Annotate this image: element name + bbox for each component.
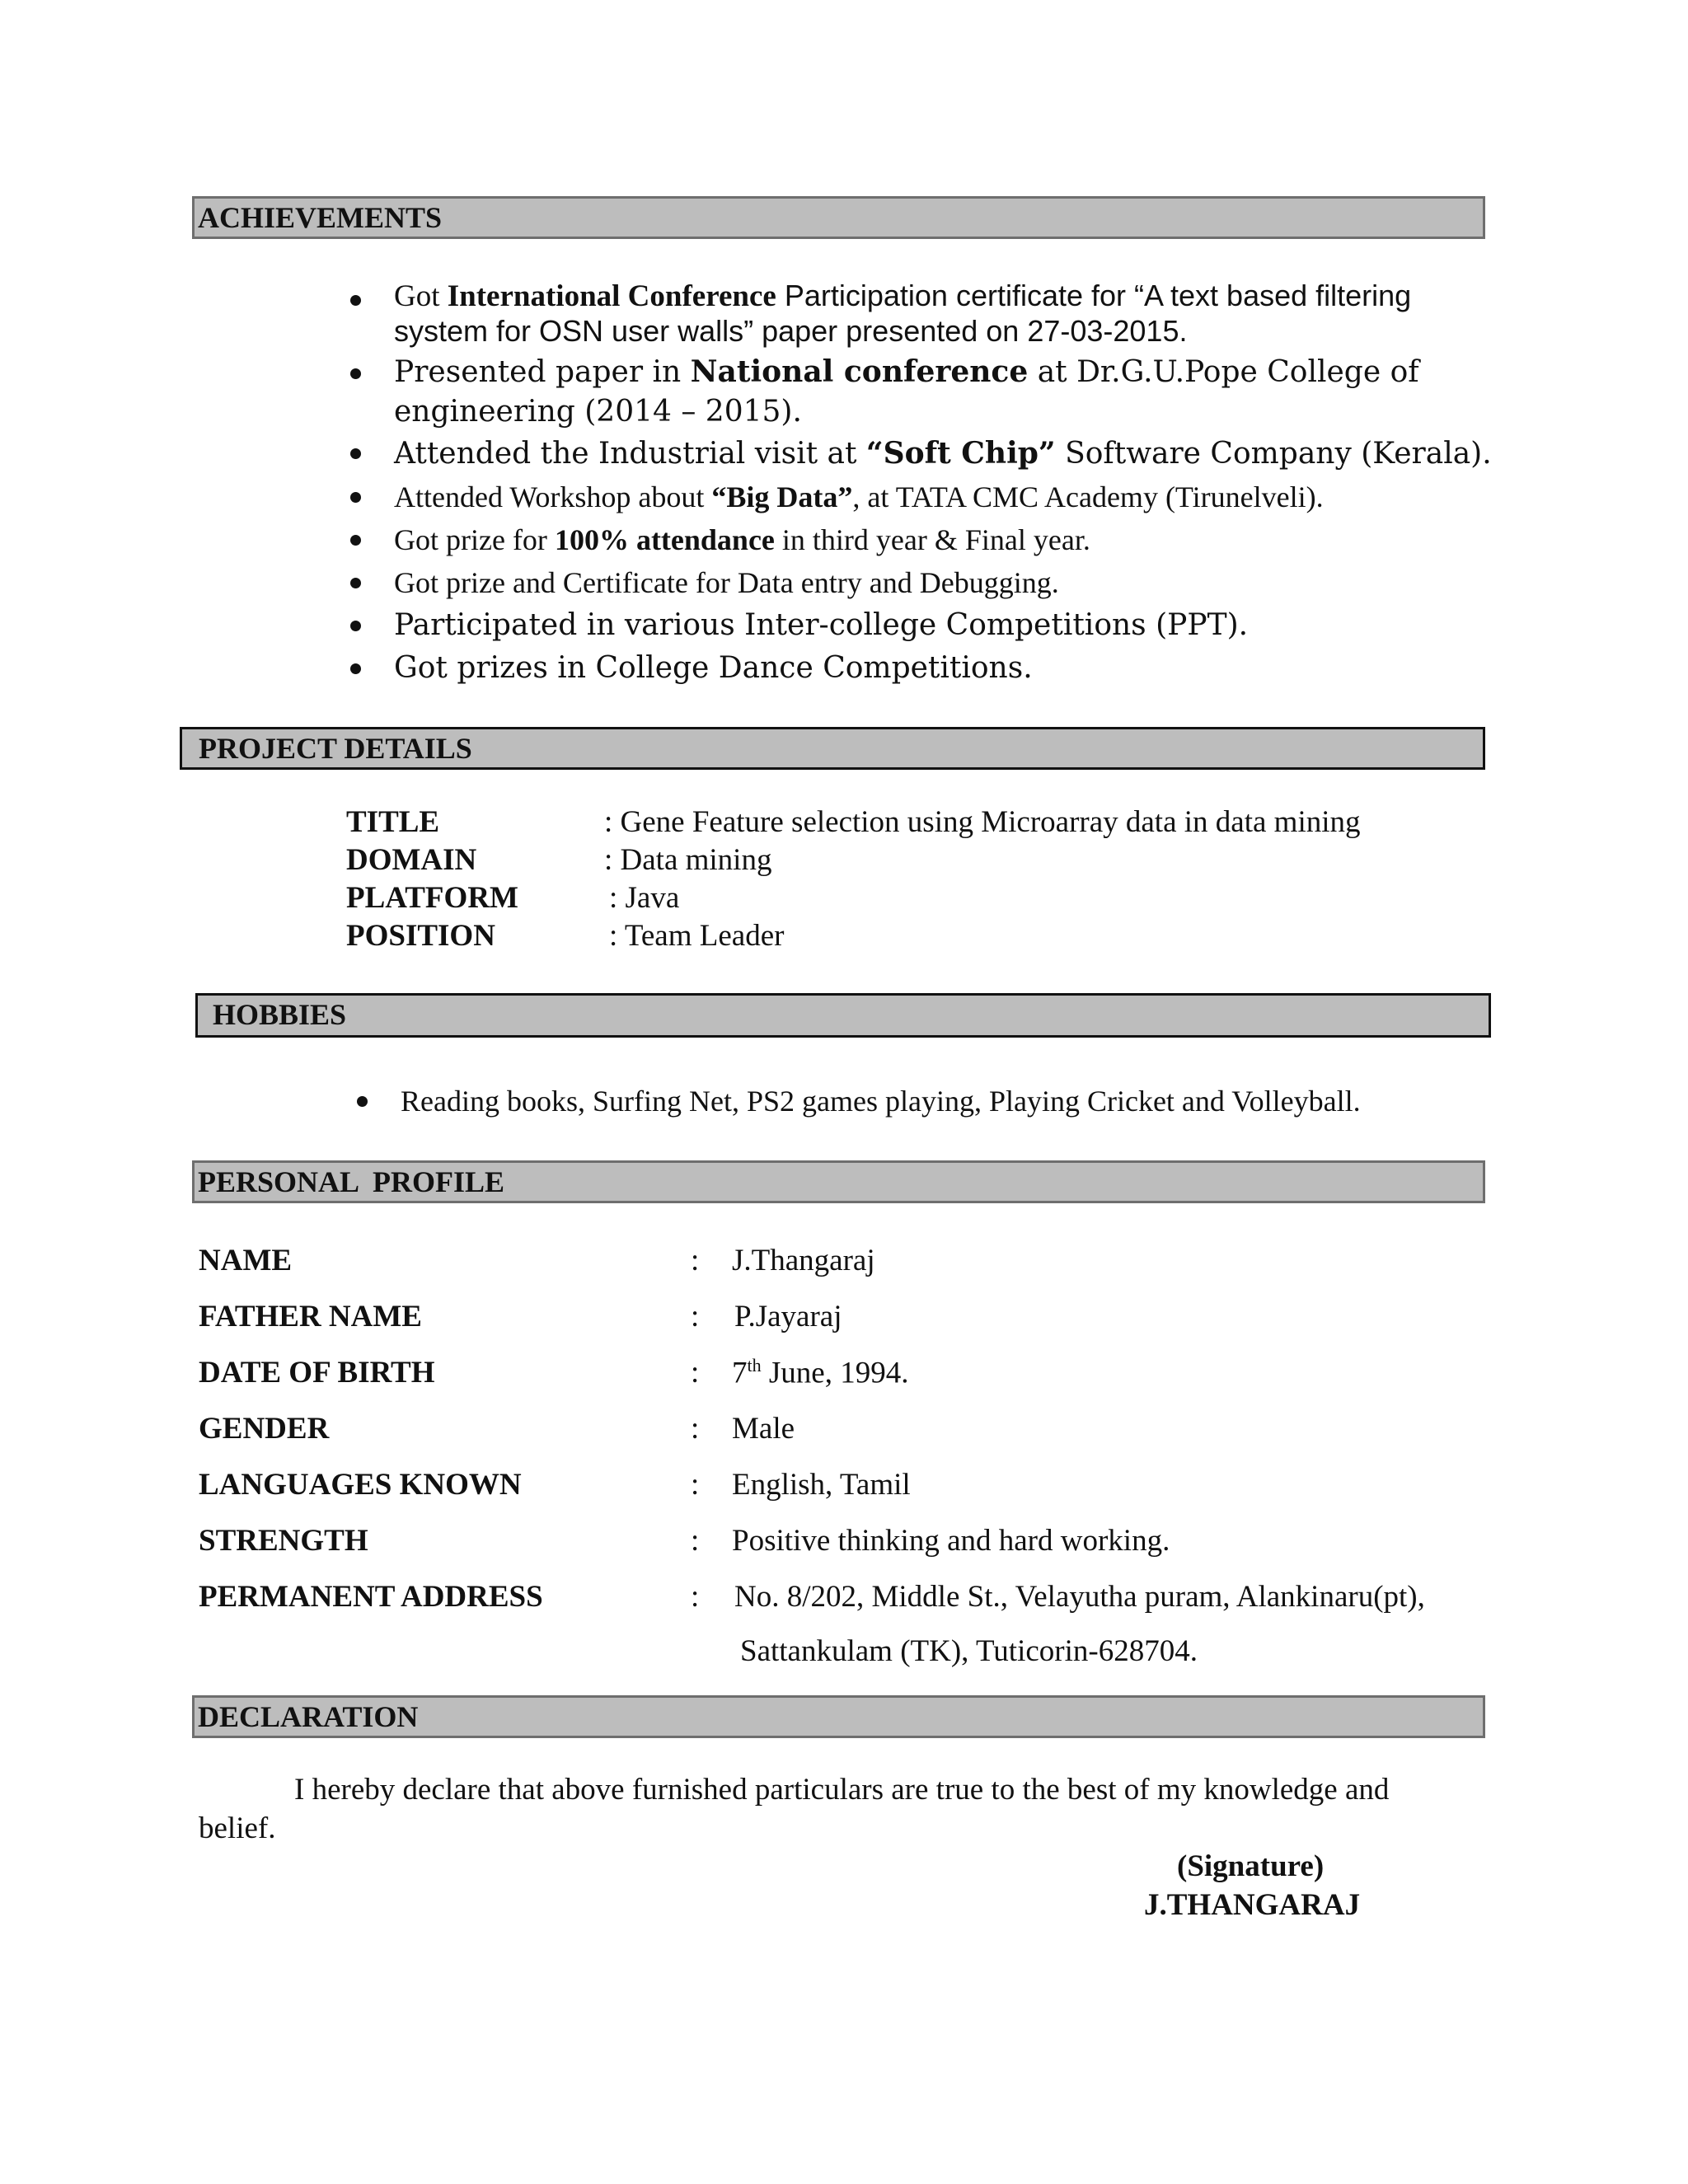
list-item <box>346 647 1500 690</box>
project-domain-label: DOMAIN <box>346 843 477 877</box>
hobbies-list <box>353 1080 1507 1122</box>
achievement-bold: “Soft Chip” <box>865 436 1056 471</box>
declaration-text-line1: I hereby declare that above furnished particulars are true to the best of my knowledge and <box>294 1773 1390 1807</box>
declaration-text-line2: belief. <box>199 1811 276 1845</box>
personal-profile-heading: PERSONAL PROFILE <box>192 1160 1485 1203</box>
dob-rest: June, 1994. <box>761 1356 909 1390</box>
achievement-post: in third year & Final year. <box>774 523 1090 556</box>
profile-value-line2: Sattankulam (TK), Tuticorin-628704. <box>740 1634 1198 1668</box>
achievement-post: at Dr.G.U.Pope College of engineering (2014 – 2015). <box>394 355 1419 429</box>
profile-value: J.Thangaraj <box>732 1244 875 1277</box>
list-item <box>346 518 1500 561</box>
project-position-label: POSITION <box>346 919 495 953</box>
profile-label: DATE OF BIRTH <box>199 1356 435 1390</box>
achievement-pre: Attended the Industrial visit at <box>394 437 866 471</box>
project-domain-value: : Data mining <box>604 843 772 877</box>
project-platform-value: : Java <box>609 881 680 915</box>
achievement-bold: National conference <box>690 354 1029 389</box>
list-item <box>346 279 1500 349</box>
profile-label: NAME <box>199 1244 293 1277</box>
profile-value: No. 8/202, Middle St., Velayutha puram, Alankinaru(pt), <box>734 1580 1425 1614</box>
profile-colon: : <box>691 1356 700 1390</box>
profile-colon: : <box>691 1412 700 1446</box>
declaration-heading: DECLARATION <box>192 1695 1485 1738</box>
list-item <box>346 561 1500 604</box>
profile-value: Male <box>732 1412 795 1446</box>
signature-label: (Signature) <box>1177 1849 1325 1883</box>
project-title-label: TITLE <box>346 805 440 839</box>
project-details-table <box>346 804 1500 968</box>
dob-day: 7 <box>732 1356 748 1390</box>
project-platform-label: PLATFORM <box>346 881 518 915</box>
profile-value: Positive thinking and hard working. <box>732 1524 1170 1558</box>
profile-label: FATHER NAME <box>199 1300 422 1333</box>
achievements-list <box>346 279 1500 690</box>
profile-value <box>732 1355 908 1390</box>
achievement-pre: Presented paper in <box>394 355 691 389</box>
profile-label: GENDER <box>199 1412 330 1446</box>
achievement-text: Got prizes in College Dance Competitions. <box>394 651 1033 685</box>
profile-value: P.Jayaraj <box>734 1300 842 1333</box>
signature-name: J.THANGARAJ <box>1144 1888 1361 1922</box>
list-item <box>346 432 1500 476</box>
list-item <box>346 352 1500 432</box>
profile-colon: : <box>691 1580 700 1614</box>
achievement-bold: 100% attendance <box>554 523 775 556</box>
profile-colon: : <box>691 1524 700 1558</box>
profile-colon: : <box>691 1244 700 1277</box>
profile-value: English, Tamil <box>732 1468 911 1502</box>
achievement-pre: Attended Workshop about <box>394 480 712 513</box>
list-item <box>353 1080 1507 1122</box>
list-item <box>346 604 1500 647</box>
profile-colon: : <box>691 1468 700 1502</box>
project-title-value: : Gene Feature selection using Microarray data in data mining <box>604 805 1361 839</box>
project-position-value: : Team Leader <box>609 919 785 953</box>
achievements-heading: ACHIEVEMENTS <box>192 196 1485 239</box>
profile-label: PERMANENT ADDRESS <box>199 1580 543 1614</box>
achievement-pre: Got <box>394 279 448 313</box>
profile-colon: : <box>691 1300 700 1333</box>
achievement-bold: “Big Data” <box>711 480 853 513</box>
achievement-pre: Got prize for <box>394 523 555 556</box>
list-item <box>346 476 1500 518</box>
achievement-post: Software Company (Kerala). <box>1055 437 1492 471</box>
hobbies-text: Reading books, Surfing Net, PS2 games playing, Playing Cricket and Volleyball. <box>401 1085 1361 1118</box>
achievement-text: Got prize and Certificate for Data entry and Debugging. <box>394 566 1059 599</box>
profile-label: LANGUAGES KNOWN <box>199 1468 522 1502</box>
achievement-bold: International Conference <box>447 279 776 313</box>
profile-label: STRENGTH <box>199 1524 368 1558</box>
achievement-post: , at TATA CMC Academy (Tirunelveli). <box>852 480 1324 513</box>
dob-suffix: th <box>747 1355 762 1376</box>
project-details-heading: PROJECT DETAILS <box>180 727 1485 770</box>
achievement-text: Participated in various Inter-college Competitions (PPT). <box>394 608 1249 642</box>
hobbies-heading: HOBBIES <box>195 993 1491 1038</box>
achievement-post: Participation certificate for “A text based filtering system for OSN user walls” paper presented on 27-03-2015. <box>394 279 1412 348</box>
